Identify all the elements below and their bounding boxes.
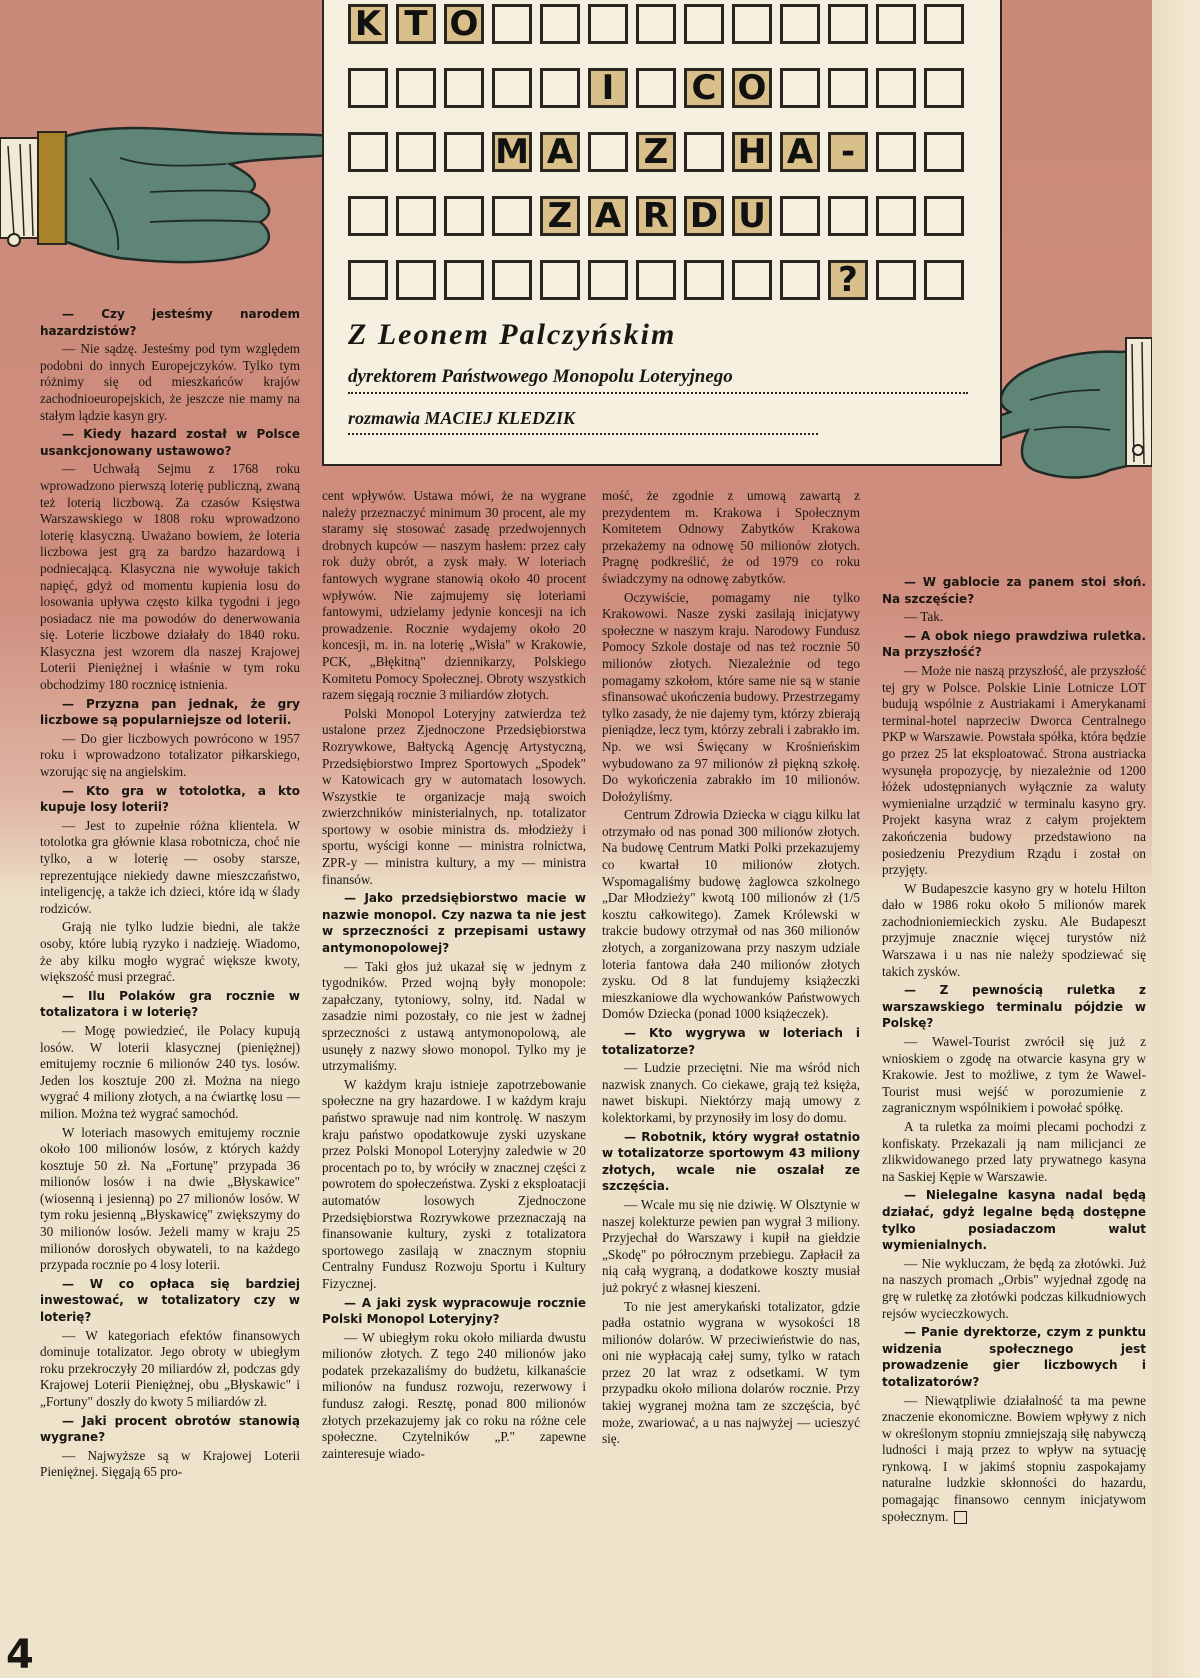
crossword-cell <box>684 4 724 44</box>
crossword-cell <box>780 68 820 108</box>
interview-question <box>40 426 300 459</box>
interview-answer <box>40 461 300 693</box>
crossword-cell <box>348 260 388 300</box>
crossword-cell <box>780 196 820 236</box>
crossword-cell <box>828 4 868 44</box>
headline-letter-cell: U <box>732 196 772 236</box>
crossword-cell <box>876 260 916 300</box>
interview-answer <box>602 807 860 1023</box>
crossword-cell <box>636 260 676 300</box>
crossword-cell <box>828 196 868 236</box>
crossword-cell <box>876 68 916 108</box>
headline-letter-cell: H <box>732 132 772 172</box>
headline-letter-cell: R <box>636 196 676 236</box>
end-of-article-mark <box>954 1511 967 1524</box>
crossword-cell <box>732 4 772 44</box>
crossword-cell <box>492 4 532 44</box>
headline-crossword-panel <box>322 0 1002 466</box>
interviewer-credit: rozmawia MACIEJ KLEDZIK <box>348 408 818 435</box>
paragraph-text: — Mogę powiedzieć, ile Polacy kupują losów. W loterii klasycznej (pieniężnej) emitujemy rocznie 6 milionów 240 tys. losów. Jeden los kosztuje 200 zł. Można na niego wygrać 4 miliony złotych, a na ćwiartkę losu — milion. Można też wygrać samochód. <box>40 1022 300 1121</box>
paragraph-text: mość, że zgodnie z umową zawartą z prezydentem m. Krakowa i Społecznym Komitetem Odnowy Zabytków Krakowa przekażemy na odnowę 50 milionów złotych. Pragnę podkreślić, że od 1979 co roku świadczymy na odnowę zabytków. <box>602 488 860 586</box>
interview-answer <box>882 881 1146 981</box>
page-binding-edge <box>1152 0 1200 1678</box>
paragraph-text: — Kto wygrywa w loteriach i totalizatorze? <box>602 1026 860 1057</box>
paragraph-text: — Panie dyrektorze, czym z punktu widzenia społecznego jest prowadzenie gier liczbowych i totalizatorów? <box>882 1325 1146 1389</box>
interview-question <box>602 1025 860 1058</box>
crossword-cell <box>396 132 436 172</box>
headline-letter-cell: A <box>540 132 580 172</box>
interviewee-name: Z Leonem Palczyńskim <box>348 318 677 351</box>
paragraph-text: W Budapeszcie kasyno gry w hotelu Hilton dało w 1986 roku około 5 milionów marek zachodnioniemieckich zysku. Ale Budapeszt przyjmuje znacznie więcej turystów niż Warszawa i u nas nie należy spodziewać się takich zysków. <box>882 880 1146 979</box>
paragraph-text: — Tak. <box>904 609 944 625</box>
crossword-cell <box>444 68 484 108</box>
crossword-cell <box>924 260 964 300</box>
paragraph-text: cent wpływów. Ustawa mówi, że na wygrane należy przeznaczyć minimum 30 procent, ale my staramy się stosować zasadę przedwojennych drobnych kupców — naszym hasłem: przez cały rok duży obrót, a zysk mały. W loteriach fantowych wygrane stanowią około 40 procent wpływów. Nie zajmujemy się loteriami fantowymi, udzielamy jedynie koncesji na ich prowadzenie. Rocznie wydajemy około 20 koncesji, m. in. na loterię „Wisła" w Krakowie, PCK, „Błękitną" dziennikarzy, Polskiego Komitetu Pomocy Społecznej. Obroty wszystkich razem sięgają rocznie 3 miliardów złotych. <box>322 488 586 703</box>
paragraph-text: — Ludzie przeciętni. Nie ma wśród nich nazwisk znanych. Co ciekawe, grają też księża, nawet biskupi. Niektórzy mają umowy z kolektorkami, by przynosiły im losy do domu. <box>602 1060 860 1125</box>
crossword-cell <box>396 196 436 236</box>
paragraph-text: A ta ruletka za moimi plecami pochodzi z konfiskaty. Przekazali ją nam milicjanci ze zlikwidowanego przed laty prywatnego kasyna na Saskiej Kępie w Warszawie. <box>882 1119 1146 1184</box>
interview-byline <box>348 318 968 435</box>
crossword-cell <box>636 4 676 44</box>
interview-question <box>602 1129 860 1195</box>
headline-letter-cell: Z <box>540 196 580 236</box>
paragraph-text: — Przyzna pan jednak, że gry liczbowe są popularniejsze od loterii. <box>40 696 300 728</box>
interview-answer <box>602 1060 860 1126</box>
paragraph-text: — Czy jesteśmy narodem hazardzistów? <box>40 307 300 338</box>
interview-answer <box>40 1023 300 1123</box>
paragraph-text: — Z pewnością ruletka z warszawskiego terminalu pójdzie w Polskę? <box>882 983 1146 1031</box>
paragraph-text: — Jako przedsiębiorstwo macie w nazwie monopol. Czy nazwa ta nie jest w sprzeczności z przepisami ustawy antymonopolowej? <box>322 891 586 956</box>
paragraph-text: — A jaki zysk wypracowuje rocznie Polski Monopol Loteryjny? <box>322 1295 586 1327</box>
paragraph-text: — Jaki procent obrotów stanowią wygrane? <box>40 1413 300 1445</box>
headline-letter-cell: D <box>684 196 724 236</box>
paragraph-text: — W kategoriach efektów finansowych dominuje totalizator. Jego obroty w ubiegłym roku przekroczyły 20 miliardów zł, podczas gdy Krajowej Loterii Pieniężnej, obu „Błyskawic" i „Fortuny" doszły do kwoty 5 miliardów zł. <box>40 1327 300 1409</box>
interview-answer <box>602 1299 860 1448</box>
crossword-cell <box>636 68 676 108</box>
interview-question <box>322 890 586 956</box>
interview-answer <box>602 488 860 588</box>
paragraph-text: — Najwyższe są w Krajowej Loterii Pieniężnej. Sięgają 65 pro- <box>40 1447 300 1480</box>
crossword-headline-grid <box>348 0 964 300</box>
paragraph-text: — Nie sądzę. Jesteśmy pod tym względem podobni do innych Europejczyków. Tylko tym różnimy się od mieszkańców krajów zachodnioeuropejskich, że jeszcze nie mamy na stałym lądzie kasyn gry. <box>40 341 300 423</box>
headline-letter-cell: A <box>780 132 820 172</box>
crossword-cell <box>924 4 964 44</box>
paragraph-text: — W gablocie za panem stoi słoń. Na szczęście? <box>882 575 1146 606</box>
crossword-cell <box>348 196 388 236</box>
page-number: 4 <box>6 1632 34 1678</box>
crossword-cell <box>924 132 964 172</box>
paragraph-text: W loteriach masowych emitujemy rocznie około 100 milionów losów, z których każdy kosztuje 50 zł. Na „Fortunę" przypada 36 milionów losów i na dwie „Błyskawice" (wiosenną i jesienną) po 27 milionów losów. W tym roku jesienną „Błyskawicę" zwiększymy do 30 milionów losów. Jeżeli mamy w kraju 25 milionów dorosłych obywateli, to na każdego przypada rocznie po 4 losy loterii. <box>40 1124 300 1273</box>
paragraph-text: — Robotnik, który wygrał ostatnio w totalizatorze sportowym 43 miliony złotych, wcale nie oszalał ze szczęścia. <box>602 1129 860 1194</box>
paragraph-text: — Kto gra w totolotka, a kto kupuje losy loterii? <box>40 783 300 815</box>
interview-answer <box>40 1125 300 1274</box>
paragraph-text: — Jest to zupełnie różna klientela. W totolotka gra głównie klasa robotnicza, choć nie tylko, a w loterię — osoby starsze, reprezentujące niekiedy dawne mieszczaństwo, inteligencję, a także ich dzieci, które idą w ślady rodziców. <box>40 817 300 916</box>
crossword-cell <box>924 68 964 108</box>
headline-letter-cell: I <box>588 68 628 108</box>
interview-answer <box>40 341 300 424</box>
interview-question <box>882 1324 1146 1390</box>
interview-answer <box>602 1197 860 1297</box>
headline-letter-cell: C <box>684 68 724 108</box>
crossword-cell <box>684 260 724 300</box>
crossword-cell <box>876 196 916 236</box>
headline-letter-cell: O <box>732 68 772 108</box>
interview-question <box>322 1295 586 1328</box>
paragraph-text: To nie jest amerykański totalizator, gdzie padła ostatnio wygrana w wysokości 18 milionów dolarów. W przeciwieństwie do nas, oni nie wypłacają całej sumy, tylko w ratach przez 20 lat wraz z odsetkami. W tym przypadku około miliona dolarów rocznie. Przy takiej wygranej można tam ze szczęścia, być może, zwariować, a u nas najwyżej — ucieszyć się. <box>602 1298 860 1447</box>
crossword-cell <box>492 260 532 300</box>
interview-question <box>40 988 300 1021</box>
crossword-cell <box>588 4 628 44</box>
interview-answer <box>40 731 300 781</box>
interview-answer <box>40 818 300 918</box>
paragraph-text: W każdym kraju istnieje zapotrzebowanie społeczne na gry hazardowe. I w każdym kraju państwo sprawuje nad nim kontrolę. W naszym kraju państwo opodatkowuje zyski uzyskane przez Polski Monopol Loteryjny zaledwie w 20 procentach po to, by wróciły w znacznej części z powrotem do społeczeństwa. Zyski z eksploatacji automatów losowych Zjednoczone Przedsiębiorstwa Rozrywkowe przeznaczają na finansowanie kultury, zyski z totalizatora sportowego zasilają w znacznym stopniu Centralny Fundusz Rozwoju Sportu i Kultury Fizycznej. <box>322 1076 586 1291</box>
headline-letter-cell: - <box>828 132 868 172</box>
paragraph-text: — W co opłaca się bardziej inwestować, w totalizatory czy w loterię? <box>40 1276 300 1325</box>
crossword-cell <box>444 260 484 300</box>
crossword-cell <box>396 260 436 300</box>
interview-answer <box>322 1077 586 1293</box>
crossword-cell <box>588 132 628 172</box>
crossword-cell <box>540 260 580 300</box>
interview-question <box>882 574 1146 607</box>
crossword-cell <box>684 132 724 172</box>
interview-answer <box>322 1330 586 1463</box>
interview-question <box>40 783 300 816</box>
headline-letter-cell: O <box>444 4 484 44</box>
interview-answer <box>602 590 860 806</box>
interview-question <box>40 1413 300 1446</box>
interview-question <box>882 628 1146 661</box>
crossword-cell <box>780 260 820 300</box>
crossword-cell <box>348 68 388 108</box>
crossword-cell <box>828 68 868 108</box>
crossword-cell <box>492 68 532 108</box>
paragraph-text: — Uchwałą Sejmu z 1768 roku wprowadzono pierwszą loterię publiczną, zwaną też loterią liczbową. Za czasów Księstwa Warszawskiego w 1808 roku wprowadzono loterię klasyczną. Uważano bowiem, że loteria liczbowa jest grą za bardzo hazardową i podniecającą. Klasyczna nie wywołuje takich napięć, gdyż od momentu kupienia losu do losowania upływa często kilka tygodni i jego posiadacz nie ma powodów do denerwowania się. Loterie liczbowe działały do 1840 roku. Klasyczna jest wzorem dla naszej Krajowej Loterii Pieniężnej i właśnie w tym roku obchodzimy 180 rocznicę istnienia. <box>40 461 300 693</box>
crossword-cell <box>876 132 916 172</box>
paragraph-text: Polski Monopol Loteryjny zatwierdza też ustalone przez Zjednoczone Przedsiębiorstwa Rozrywkowe, Bałtycką Agencję Artystyczną, Przedsiębiorstwo Imprez Sportowych „Spodek" w Katowicach gry w automatach losowych. Wszystkie te organizacje mają swoich zwierzchników ministerialnych, np. totalizator sportowy w osobie ministra ds. młodzieży i sportu, wyścigi konne — ministra rolnictwa, ZPR-y — ministra kultury, a my — ministra finansów. <box>322 705 586 887</box>
interview-answer <box>882 609 1146 626</box>
crossword-cell <box>540 4 580 44</box>
interview-answer <box>40 1328 300 1411</box>
interview-answer <box>322 706 586 889</box>
article-column-4 <box>882 574 1146 1678</box>
interview-question <box>40 696 300 729</box>
paragraph-text: — Nie wykluczam, że będą za złotówki. Już na naszych promach „Orbis" wyjednał zgodę na grę w ruletkę za złotówki podczas kilkudniowych rejsów wycieczkowych. <box>882 1255 1146 1321</box>
interview-answer <box>882 1256 1146 1322</box>
interview-answer <box>40 919 300 985</box>
paragraph-text: — Może nie naszą przyszłość, ale przyszłość tej gry w Polsce. Polskie Linie Lotnicze LOT budują wspólnie z Austriakami i Amerykanami terminal-hotel naprzeciw Dworca Centralnego PKP w Warszawie. Powstała spółka, która będzie go przez 25 lat eksploatować. Strona austriacka wysunęła propozycję, by niezależnie od 1200 łóżek udostępnianych wyłącznie za waluty wymienialne urządzić w terminalu kasyno gry. Projekt kasyna wraz z całym projektem zakończenia budowy przedstawiono na posiedzeniu Prezydium Rządu i został on przyjęty. <box>882 662 1146 878</box>
crossword-cell <box>876 4 916 44</box>
headline-letter-cell: M <box>492 132 532 172</box>
article-column-1 <box>40 306 300 1678</box>
interview-answer <box>40 1448 300 1481</box>
headline-letter-cell: Z <box>636 132 676 172</box>
crossword-cell <box>444 132 484 172</box>
interview-answer <box>882 663 1146 879</box>
paragraph-text: — Kiedy hazard został w Polsce usankcjonowany ustawowo? <box>40 427 300 458</box>
crossword-cell <box>588 260 628 300</box>
headline-letter-cell: A <box>588 196 628 236</box>
crossword-cell <box>492 196 532 236</box>
paragraph-text: — Niewątpliwie działalność ta ma pewne znaczenie ekonomiczne. Bowiem wpływy z nich w określonym stopniu zmniejszają siłę nabywczą ludności i mają przez to wpływ na sytuację rynkową. I w jakimś stopniu zaspokajamy naturalne ludzkie skłonności do hazardu, pomagając finansowo cennym inicjatywom społecznym. <box>882 1392 1146 1524</box>
paragraph-text: Centrum Zdrowia Dziecka w ciągu kilku lat otrzymało od nas ponad 300 milionów złotych. Na budowę Centrum Matki Polki przekazujemy co kwartał 10 milionów złotych. Wspomagaliśmy budowę żaglowca szkolnego „Dar Młodzieży" kwotą 100 milionów zł (1/5 kosztu całkowitego). Zamek Królewski w trakcie budowy otrzymał od nas 360 milionów złotych, a zorganizowana przy naszym udziale loteria fantowa dała 240 milionów złotych zysku. Od 8 lat fundujemy książeczki mieszkaniowe dla wychowanków Państwowych Domów Dziecka (ponad 1000 książeczek). <box>602 807 860 1022</box>
crossword-cell <box>732 260 772 300</box>
headline-letter-cell: T <box>396 4 436 44</box>
paragraph-text: — Wcale mu się nie dziwię. W Olsztynie w naszej kolekturze pewien pan wygrał 3 miliony. Przyjechał do Warszawy i kupił na giełdzie „Skodę" po półrocznym przebiegu. Zapłacił za nią całą wygraną, a dodatkowe koszty musiał już pokryć z własnej kieszeni. <box>602 1196 860 1295</box>
interview-question <box>40 1276 300 1326</box>
interview-answer <box>882 1119 1146 1185</box>
paragraph-text: — W ubiegłym roku około miliarda dwustu milionów złotych. Z tego 240 milionów jako podatek przekazaliśmy do budżetu, kilkanaście milionów na fundusz rozwoju, rezerwowy i fundusz załogi. Resztę, ponad 800 milionów złotych przekazujemy jak co roku na różne cele społeczne. Czytelników „P." zapewne zainteresuje wiado- <box>322 1329 586 1461</box>
crossword-cell <box>780 4 820 44</box>
interview-question <box>882 1187 1146 1253</box>
paragraph-text: Oczywiście, pomagamy nie tylko Krakowowi. Nasze zyski zasilają inicjatywy społeczne w naszym kraju. Narodowy Fundusz Pomocy Szkole dostaje od nas też rocznie 50 milionów złotych. Niezależnie od tego pomagamy szkołom, które same nie są w stanie sfinansować ukończenia budowy. Przestrzegamy tylko zasady, że nie dajemy tym, którzy zbierają pieniądze, lecz tym, którzy zebrali i zabrakło im. Np. we wsi Święcany w Krośnieńskim wybudowano za 97 milionów zł piękną szkołę. Do wykończenia zabrakło im 10 milionów. Dołożyliśmy. <box>602 589 860 804</box>
paragraph-text: — A obok niego prawdziwa ruletka. Na przyszłość? <box>882 628 1146 660</box>
paragraph-text: — Nielegalne kasyna nadal będą działać, gdyż legalne będą dostępne tylko posiadaczom walut wymienialnych. <box>882 1188 1146 1253</box>
crossword-cell <box>924 196 964 236</box>
interview-question <box>40 306 300 339</box>
interviewee-role: dyrektorem Państwowego Monopolu Loteryjnego <box>348 366 968 394</box>
crossword-cell <box>396 68 436 108</box>
crossword-cell <box>444 196 484 236</box>
crossword-cell <box>540 68 580 108</box>
headline-letter-cell: ? <box>828 260 868 300</box>
headline-letter-cell: K <box>348 4 388 44</box>
paragraph-text: Grają nie tylko ludzie biedni, ale także osoby, które lubią ryzyko i nadzieję. Wiadomo, że aby kilku mogło wygrać większe kwoty, większość musi przegrać. <box>40 919 300 985</box>
interview-question <box>882 982 1146 1032</box>
paragraph-text: — Wawel-Tourist zwrócił się już z wnioskiem o zgodę na otwarcie kasyna gry w Krakowie. Jest to możliwe, z tym że Wawel-Tourist musi wejść w porozumienie z zagranicznym wspólnikiem i powołać spółkę. <box>882 1034 1146 1116</box>
interview-answer <box>882 1034 1146 1117</box>
paragraph-text: — Taki głos już ukazał się w jednym z tygodników. Przed wojną były monopole: zapałczany, tytoniowy, solny, itd. Nadal w zasadzie nimi pozostały, co nie jest w żadnej sprzeczności z ustawą antymonopolową, ale usunęły z nazwy słowo monopol. Tylko my je utrzymaliśmy. <box>322 958 586 1074</box>
paragraph-text: — Do gier liczbowych powrócono w 1957 roku i wprowadzono totalizator piłkarskiego, wzorując się na angielskim. <box>40 730 300 780</box>
interview-answer <box>322 488 586 704</box>
crossword-cell <box>348 132 388 172</box>
interview-answer <box>882 1393 1146 1526</box>
interview-answer <box>322 959 586 1075</box>
paragraph-text: — Ilu Polaków gra rocznie w totalizatora i w loterię? <box>40 988 300 1020</box>
article-column-2 <box>322 488 586 1678</box>
article-column-3 <box>602 488 860 1678</box>
